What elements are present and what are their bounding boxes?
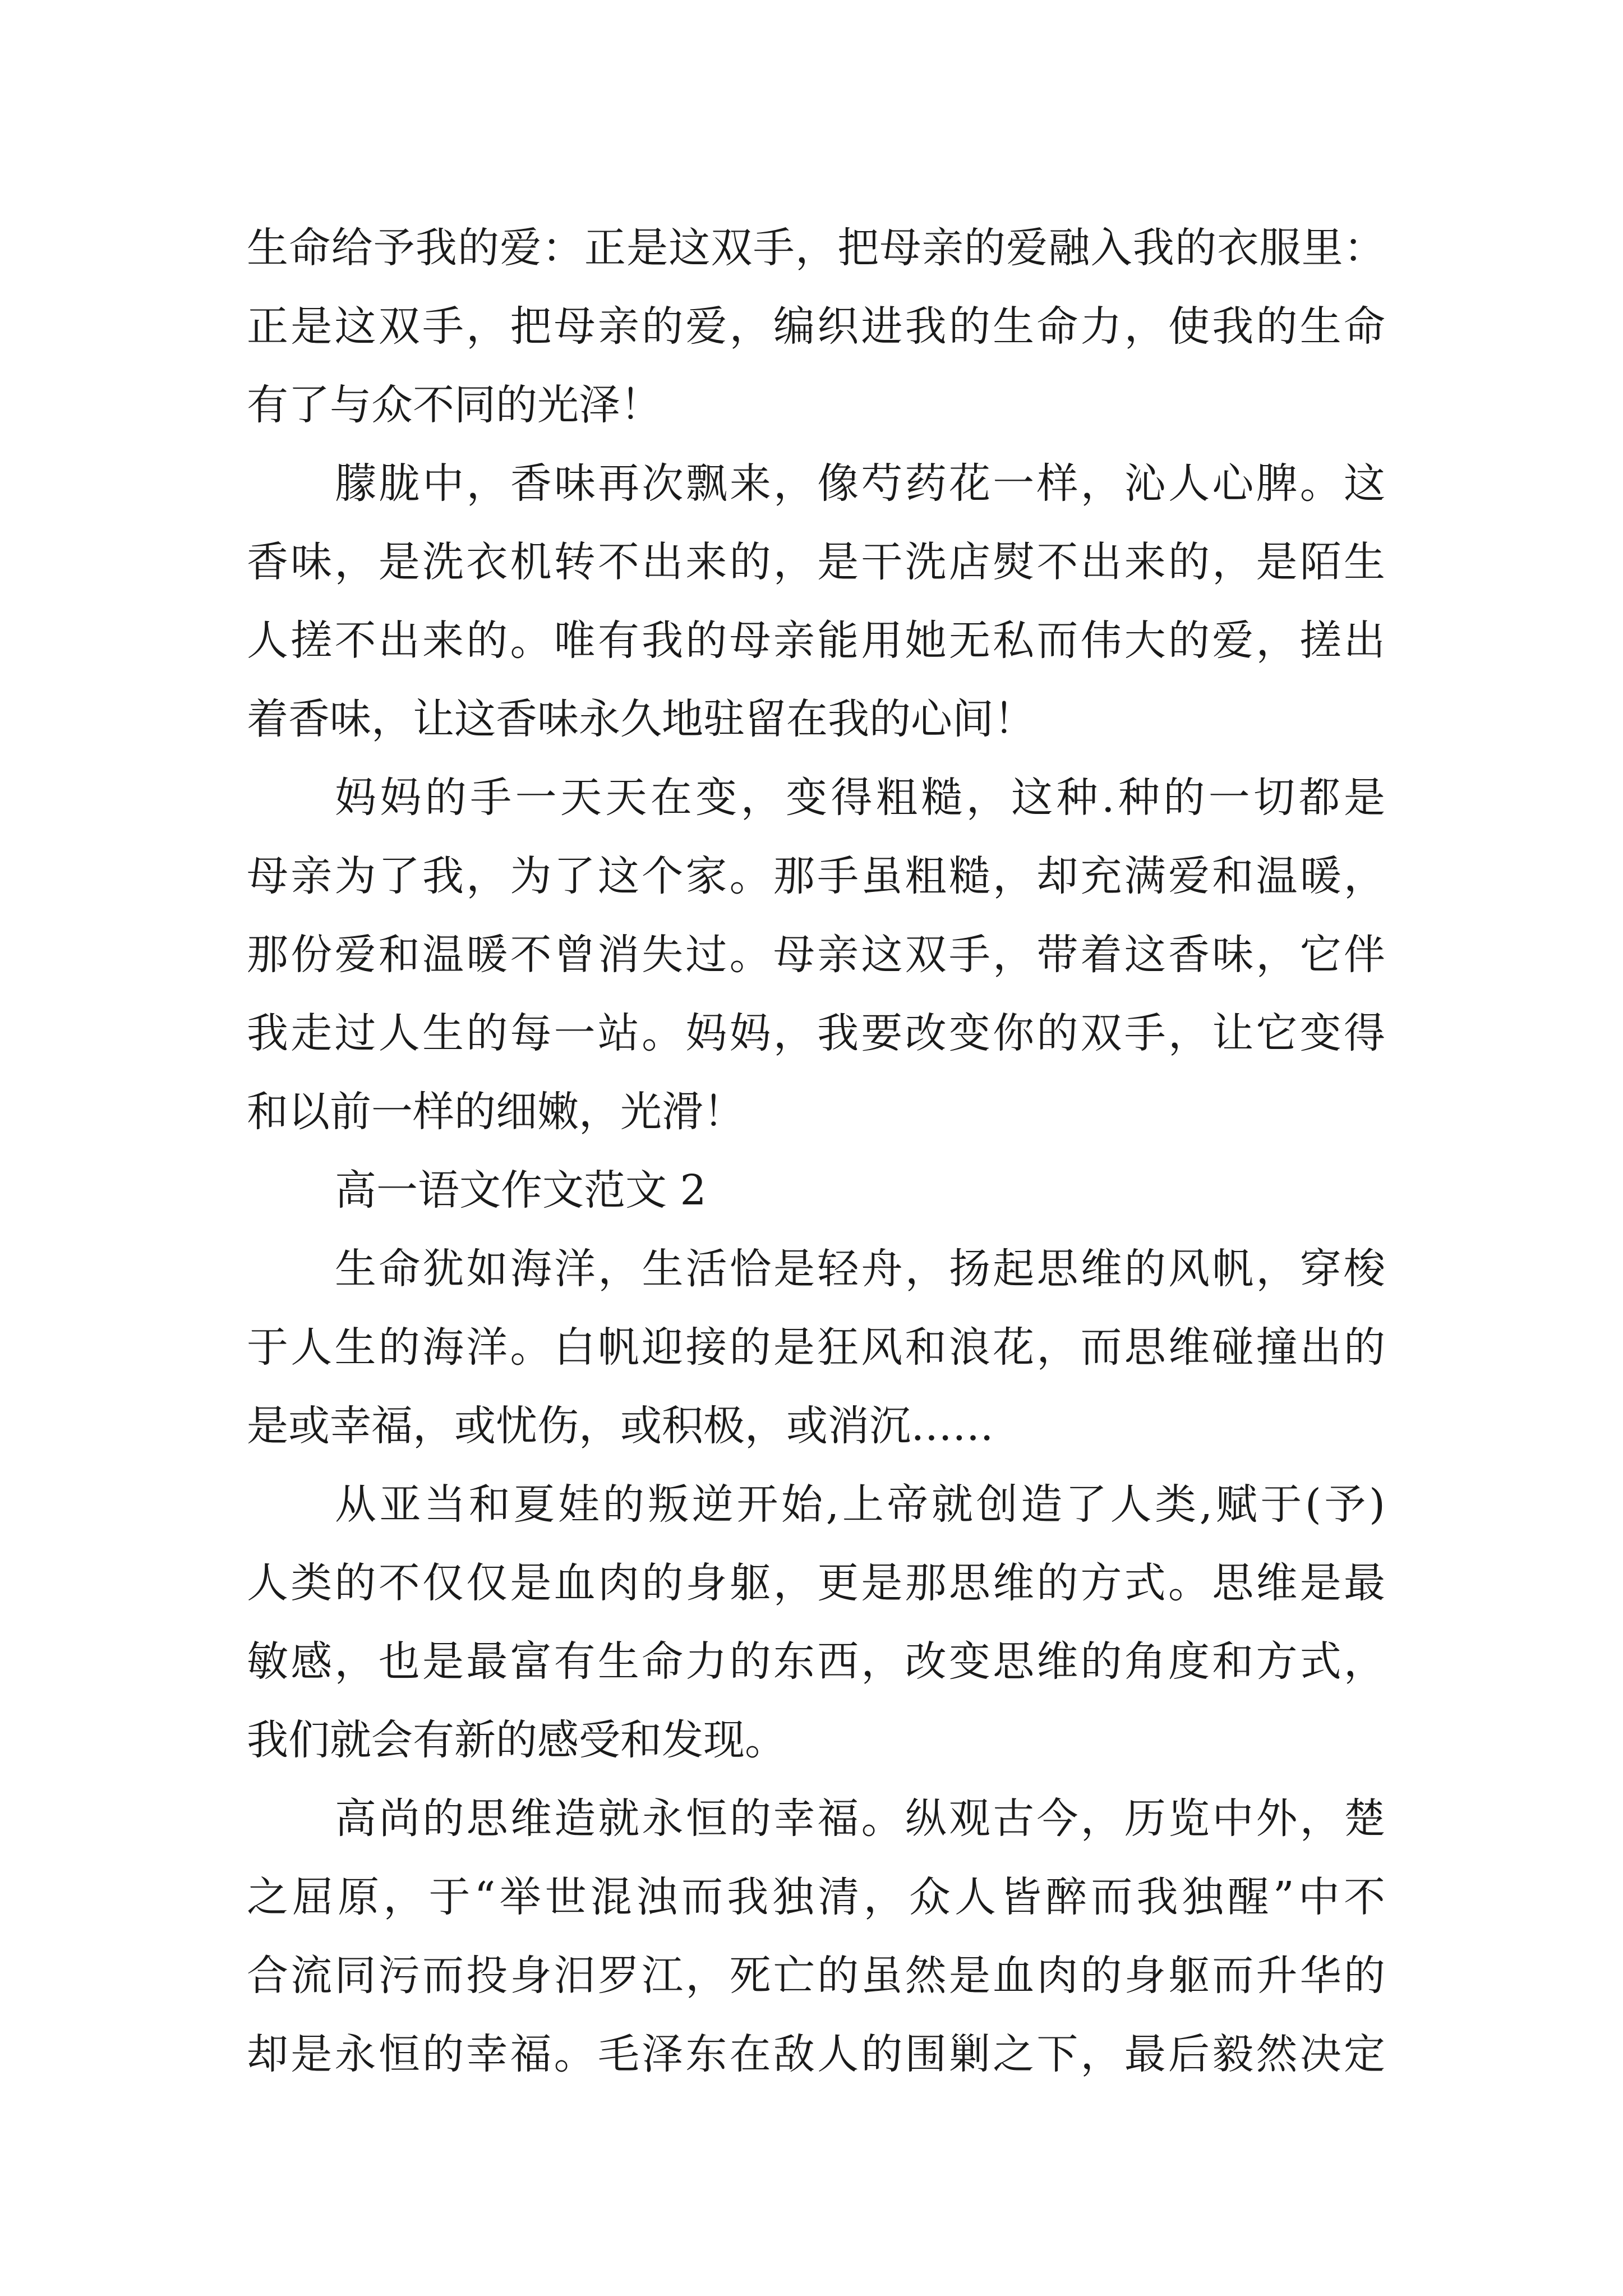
text-line: 和以前一样的细嫩，光滑！ [247, 1088, 745, 1136]
text-line: 我们就会有新的感受和发现。 [247, 1716, 786, 1764]
paragraph-first-line: 妈妈的手一天天在变，变得粗糙，这种.种的一切都是 [335, 774, 1385, 822]
text-line: 人类的不仅仅是血肉的身躯，更是那思维的方式。思维是最 [247, 1559, 1385, 1607]
section-heading: 高一语文作文范文 2 [335, 1166, 707, 1214]
text-line: 我走过人生的每一站。妈妈，我要改变你的双手，让它变得 [247, 1009, 1385, 1057]
paragraph-first-line: 高尚的思维造就永恒的幸福。纵观古今，历览中外，楚 [335, 1795, 1385, 1843]
paragraph-first-line: 朦胧中，香味再次飘来，像芍药花一样，沁人心脾。这 [335, 459, 1385, 508]
text-line: 那份爱和温暖不曾消失过。母亲这双手，带着这香味，它伴 [247, 931, 1385, 979]
text-line: 着香味，让这香味永久地驻留在我的心间！ [247, 695, 1035, 743]
text-line: 母亲为了我，为了这个家。那手虽粗糙，却充满爱和温暖， [247, 852, 1385, 900]
paragraph-first-line: 从亚当和夏娃的叛逆开始,上帝就创造了人类,赋于(予) [335, 1480, 1385, 1529]
text-line: 之屈原，于“举世混浊而我独清，众人皆醉而我独醒”中不 [247, 1873, 1385, 1921]
text-line: 敏感，也是最富有生命力的东西，改变思维的角度和方式， [247, 1637, 1385, 1686]
text-line: 是或幸福，或忧伤，或积极，或消沉…… [247, 1402, 994, 1450]
paragraph-first-line: 生命犹如海洋，生活恰是轻舟，扬起思维的风帆，穿梭 [335, 1245, 1385, 1293]
text-line: 正是这双手，把母亲的爱，编织进我的生命力，使我的生命 [247, 302, 1385, 351]
text-line: 于人生的海洋。白帆迎接的是狂风和浪花，而思维碰撞出的 [247, 1323, 1385, 1372]
text-line: 生命给予我的爱：正是这双手，把母亲的爱融入我的衣服里： [247, 224, 1385, 272]
text-line: 香味，是洗衣机转不出来的，是干洗店熨不出来的，是陌生 [247, 538, 1385, 586]
text-line: 却是永恒的幸福。毛泽东在敌人的围剿之下，最后毅然决定 [247, 2030, 1385, 2078]
text-line: 有了与众不同的光泽！ [247, 381, 662, 429]
text-line: 人搓不出来的。唯有我的母亲能用她无私而伟大的爱，搓出 [247, 616, 1385, 665]
text-line: 合流同污而投身汨罗江，死亡的虽然是血肉的身躯而升华的 [247, 1952, 1385, 2000]
